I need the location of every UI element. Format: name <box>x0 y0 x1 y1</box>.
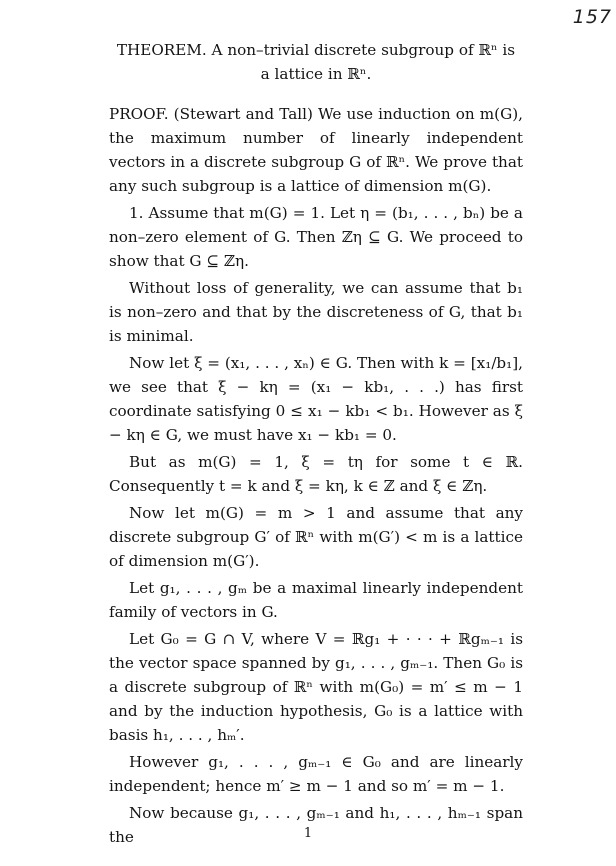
paragraph-wlog: Without loss of generality, we can assume that b₁ is non–zero and that by the discreteness of G, that b₁ is minimal. <box>109 279 523 345</box>
paragraph-g-zero: Let G₀ = G ∩ V, where V = ℝg₁ + · · · + ℝgₘ₋₁ is the vector space spanned by g₁, . . . , gₘ₋₁. Then G₀ is a discrete subgroup of ℝⁿ with m(G₀) = m′ ≤ m − 1 and by the induction hypothesis, G₀ is a lattice with basis h₁, . . . , hₘ′. <box>109 630 523 744</box>
paragraph-maximal-family: Let g₁, . . . , gₘ be a maximal linearly independent family of vectors in G. <box>109 579 523 621</box>
paragraph-now-because: Now because g₁, . . . , gₘ₋₁ and h₁, . . . , hₘ₋₁ span the <box>109 804 523 846</box>
page-number: 1 <box>303 826 313 841</box>
proof-paragraph: PROOF. (Stewart and Tall) We use induction on m(G), the maximum number of linearly independent vectors in a discrete subgroup G of ℝⁿ. We prove that any such subgroup is a lattice of dimension m(G). <box>109 105 523 195</box>
paragraph-however: However g₁, . . . , gₘ₋₁ ∈ G₀ and are linearly independent; hence m′ ≥ m − 1 and so m′ = m − 1. <box>109 753 523 795</box>
handwritten-page-mark: 157 <box>572 6 612 28</box>
paragraph-case-one: 1. Assume that m(G) = 1. Let η = (b₁, . . . , bₙ) be a non–zero element of G. Then ℤη ⊆ G. We proceed to show that G ⊆ ℤη. <box>109 204 523 270</box>
paragraph-consequently: But as m(G) = 1, ξ = tη for some t ∈ ℝ. Consequently t = k and ξ = kη, k ∈ ℤ and ξ ∈ ℤη. <box>109 453 523 495</box>
theorem-statement: THEOREM. A non–trivial discrete subgroup of ℝⁿ is a lattice in ℝⁿ. <box>116 41 516 83</box>
paragraph-induction: Now let m(G) = m > 1 and assume that any discrete subgroup G′ of ℝⁿ with m(G′) < m is a lattice of dimension m(G′). <box>109 504 523 570</box>
document-body <box>109 38 523 852</box>
paragraph-xi: Now let ξ = (x₁, . . . , xₙ) ∈ G. Then with k = [x₁/b₁], we see that ξ − kη = (x₁ − kb₁, . . .) has first coordinate satisfying 0 ≤ x₁ − kb₁ < b₁. However as ξ − kη ∈ G, we must have x₁ − kb₁ = 0. <box>109 354 523 444</box>
